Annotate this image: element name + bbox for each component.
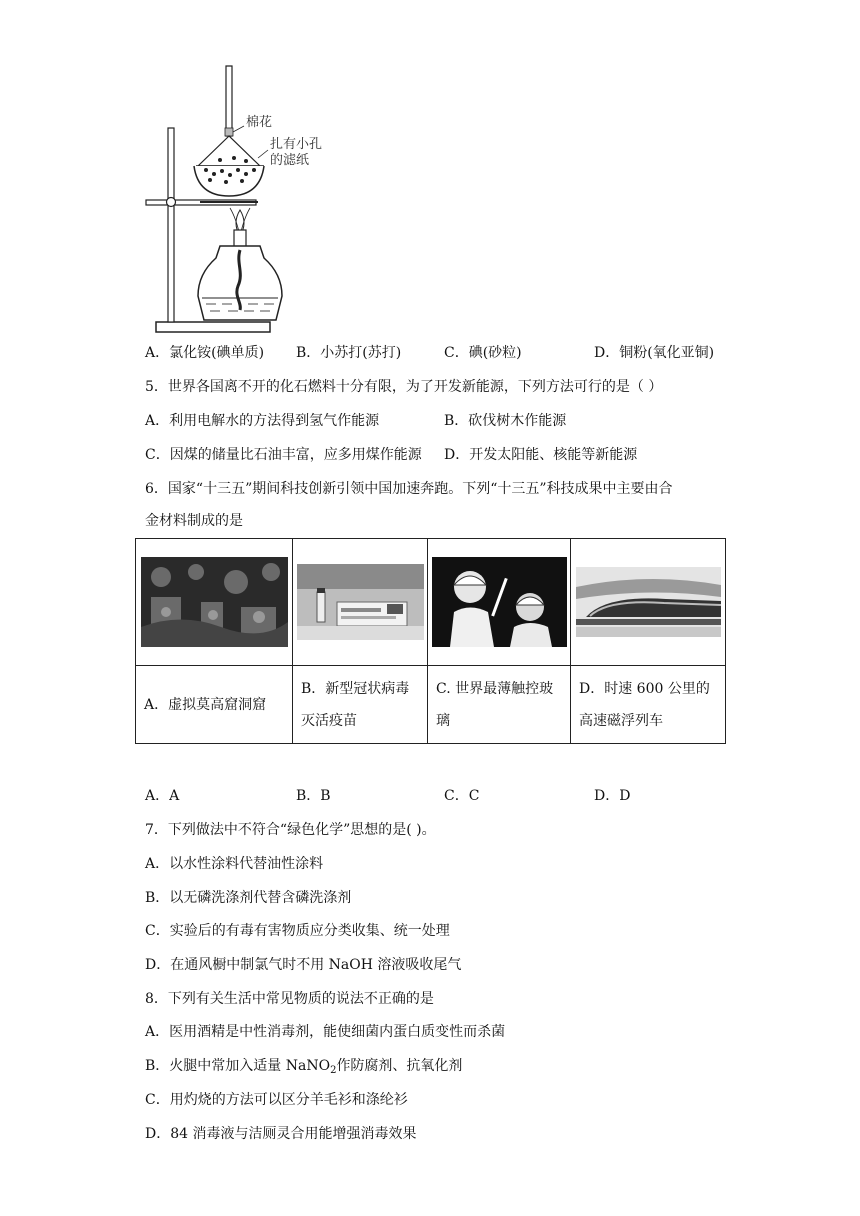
- q5-stem: 5．世界各国离不开的化石燃料十分有限，为了开发新能源，下列方法可行的是（ ）: [145, 379, 663, 395]
- q8-option-b-subscript: 2: [330, 1065, 337, 1076]
- sublimation-apparatus-figure: [140, 58, 380, 340]
- q6-option-d: D．D: [594, 788, 631, 804]
- q8-option-c: C．用灼烧的方法可以区分羊毛衫和涤纶衫: [145, 1092, 408, 1108]
- q6-cell-a: A．虚拟莫高窟洞窟: [136, 666, 293, 744]
- q6-image-cell-c: [428, 539, 571, 666]
- q6-image-cell-d: [571, 539, 726, 666]
- stand-base: [156, 322, 270, 332]
- q7-stem: 7．下列做法中不符合“绿色化学”思想的是( )。: [145, 822, 436, 838]
- q5-option-c: C．因煤的储量比石油丰富，应多用煤作能源: [145, 447, 422, 463]
- q6-cell-b: B．新型冠状病毒灭活疫苗: [293, 666, 428, 744]
- q4-option-d: D．铜粉(氧化亚铜): [594, 345, 715, 361]
- q8-option-d: D．84 消毒液与洁厕灵合用能增强消毒效果: [145, 1126, 417, 1142]
- cotton-plug: [225, 128, 233, 136]
- q8-option-b-post: 作防腐剂、抗氧化剂: [336, 1058, 463, 1074]
- q6-stem-line2: 金材料制成的是: [145, 513, 243, 529]
- q5-option-d: D．开发太阳能、核能等新能源: [444, 447, 638, 463]
- vaccine-photo: [297, 564, 424, 640]
- q4-option-a: A．氯化铵(碘单质): [145, 345, 265, 361]
- funnel-cone: [198, 136, 260, 166]
- q5-option-a: A．利用电解水的方法得到氢气作能源: [145, 413, 380, 429]
- q8-option-b-pre: B．火腿中常加入适量 NaNO: [145, 1058, 331, 1074]
- q7-option-b: B．以无磷洗涤剂代替含磷洗涤剂: [145, 890, 352, 906]
- funnel-stem: [226, 66, 232, 136]
- q6-choice-table: [135, 538, 726, 744]
- q4-option-c: C．碘(砂粒): [444, 345, 522, 361]
- q4-option-b: B．小苏打(苏打): [296, 345, 402, 361]
- q8-option-a: A．医用酒精是中性消毒剂，能使细菌内蛋白质变性而杀菌: [145, 1024, 506, 1040]
- touch-glass-photo: [432, 557, 567, 647]
- q6-option-b: B．B: [296, 788, 331, 804]
- label-cotton: 棉花: [246, 115, 273, 130]
- q6-cell-d: D．时速 600 公里的高速磁浮列车: [571, 666, 726, 744]
- q8-option-b: [145, 1057, 462, 1075]
- q7-option-a: A．以水性涂料代替油性涂料: [145, 856, 324, 872]
- q5-option-b: B．砍伐树木作能源: [444, 413, 567, 429]
- q6-cell-c: C. 世界最薄触控玻璃: [428, 666, 571, 744]
- maglev-train-photo: [576, 567, 721, 637]
- q6-image-cell-a: [136, 539, 293, 666]
- label-filter-paper-2: 的滤纸: [270, 153, 310, 168]
- q6-stem-line1: 6．国家“十三五”期间科技创新引领中国加速奔跑。下列“十三五”科技成果中主要由合: [145, 481, 673, 497]
- stand-rod: [168, 128, 174, 322]
- q6-option-a: A．A: [145, 788, 180, 804]
- label-filter-paper-1: 扎有小孔: [270, 137, 323, 152]
- q6-image-cell-b: [293, 539, 428, 666]
- q8-stem: 8．下列有关生活中常见物质的说法不正确的是: [145, 991, 434, 1007]
- q7-option-c: C．实验后的有毒有害物质应分类收集、统一处理: [145, 923, 450, 939]
- mogao-grotto-photo: [141, 557, 288, 647]
- q7-option-d: D．在通风橱中制氯气时不用 NaOH 溶液吸收尾气: [145, 957, 462, 973]
- q6-option-c: C．C: [444, 788, 480, 804]
